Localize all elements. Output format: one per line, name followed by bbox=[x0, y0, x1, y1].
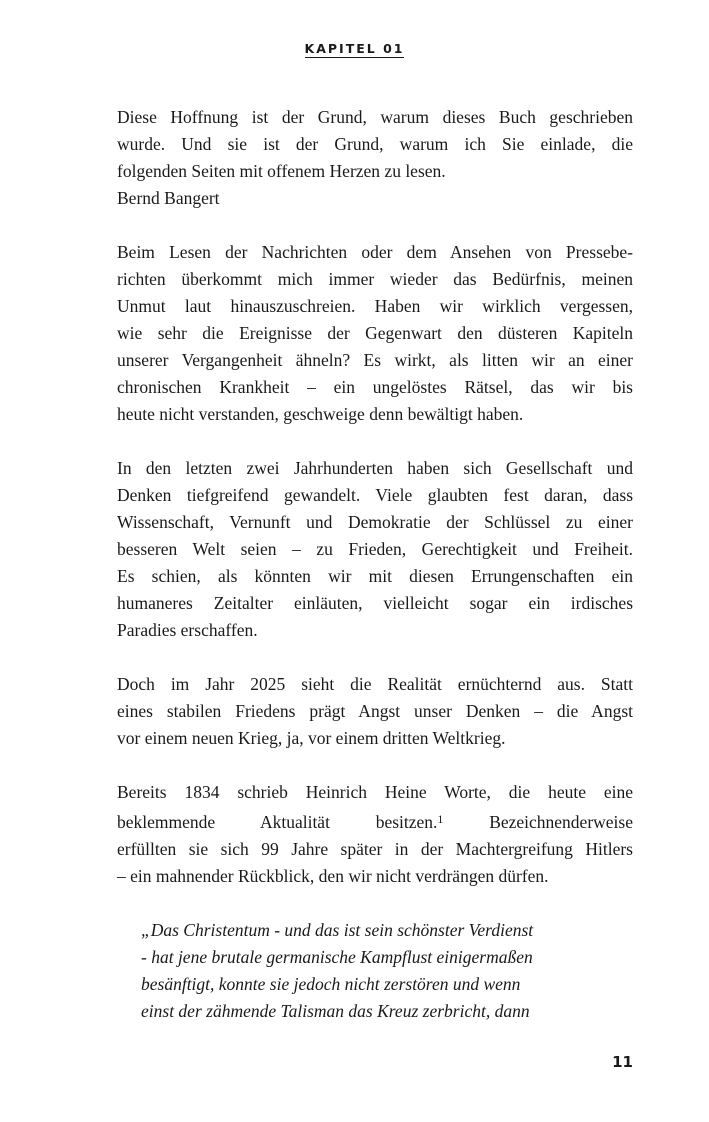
text-line: chronischen Krankheit – ein ungelöstes Rätsel, das wir bis bbox=[117, 377, 633, 397]
page-body bbox=[117, 104, 633, 1025]
paragraph-history bbox=[117, 455, 633, 644]
text-line: erfüllten sie sich 99 Jahre später in der Machtergreifung Hitlers bbox=[117, 839, 633, 859]
text-line: Bereits 1834 schrieb Heinrich Heine Worte, die heute eine bbox=[117, 782, 633, 802]
paragraph-2025 bbox=[117, 671, 633, 752]
text-line: besseren Welt seien – zu Frieden, Gerechtigkeit und Freiheit. bbox=[117, 539, 633, 559]
text-line: Unmut laut hinauszuschreien. Haben wir wirklich vergessen, bbox=[117, 296, 633, 316]
chapter-title: KAPITEL 01 bbox=[304, 41, 405, 56]
text-line: Doch im Jahr 2025 sieht die Realität ernüchternd aus. Statt bbox=[117, 674, 633, 694]
text-line: Beim Lesen der Nachrichten oder dem Ansehen von Pressebe- bbox=[117, 242, 633, 262]
text-line: Es schien, als könnten wir mit diesen Errungenschaften ein bbox=[117, 566, 633, 586]
text-line: Denken tiefgreifend gewandelt. Viele glaubten fest daran, dass bbox=[117, 485, 633, 505]
text-line: Wissenschaft, Vernunft und Demokratie der Schlüssel zu einer bbox=[117, 512, 633, 532]
author-signature: Bernd Bangert bbox=[117, 188, 220, 208]
quote-line: „Das Christentum - und das ist sein schönster Verdienst bbox=[141, 920, 534, 940]
text-line: Paradies erschaffen. bbox=[117, 620, 258, 640]
text-line: eines stabilen Friedens prägt Angst unser Denken – die Angst bbox=[117, 701, 633, 721]
paragraph-intro-closing bbox=[117, 104, 633, 212]
text-line: Diese Hoffnung ist der Grund, warum dieses Buch geschrieben bbox=[117, 107, 633, 127]
heine-quote bbox=[141, 917, 633, 1025]
text-line: wie sehr die Ereignisse der Gegenwart den düsteren Kapiteln bbox=[117, 323, 633, 343]
paragraph-heine bbox=[117, 779, 633, 890]
paragraph-news bbox=[117, 239, 633, 428]
text-line: vor einem neuen Krieg, ja, vor einem dritten Weltkrieg. bbox=[117, 728, 506, 748]
footnote-marker[interactable]: 1 bbox=[437, 812, 444, 826]
text-line: In den letzten zwei Jahrhunderten haben sich Gesellschaft und bbox=[117, 458, 633, 478]
text-line: – ein mahnender Rückblick, den wir nicht verdrängen dürfen. bbox=[117, 866, 549, 886]
text-fragment: beklemmende Aktualität besitzen. bbox=[117, 812, 438, 832]
text-line: heute nicht verstanden, geschweige denn bewältigt haben. bbox=[117, 404, 524, 424]
quote-line: besänftigt, konnte sie jedoch nicht zerstören und wenn bbox=[141, 974, 521, 994]
chapter-header bbox=[0, 41, 709, 56]
text-line-with-footnote bbox=[117, 806, 633, 836]
quote-line: einst der zähmende Talisman das Kreuz zerbricht, dann bbox=[141, 1001, 530, 1021]
text-line: humaneres Zeitalter einläuten, vielleicht sogar ein irdisches bbox=[117, 593, 633, 613]
quote-line: - hat jene brutale germanische Kampflust einigermaßen bbox=[141, 947, 533, 967]
text-line: wurde. Und sie ist der Grund, warum ich Sie einlade, die bbox=[117, 134, 633, 154]
text-line: folgenden Seiten mit offenem Herzen zu lesen. bbox=[117, 161, 446, 181]
text-fragment: Bezeichnenderweise bbox=[489, 812, 633, 832]
text-line: richten überkommt mich immer wieder das Bedürfnis, meinen bbox=[117, 269, 633, 289]
text-line: unserer Vergangenheit ähneln? Es wirkt, als litten wir an einer bbox=[117, 350, 633, 370]
page-number: 11 bbox=[612, 1053, 633, 1071]
